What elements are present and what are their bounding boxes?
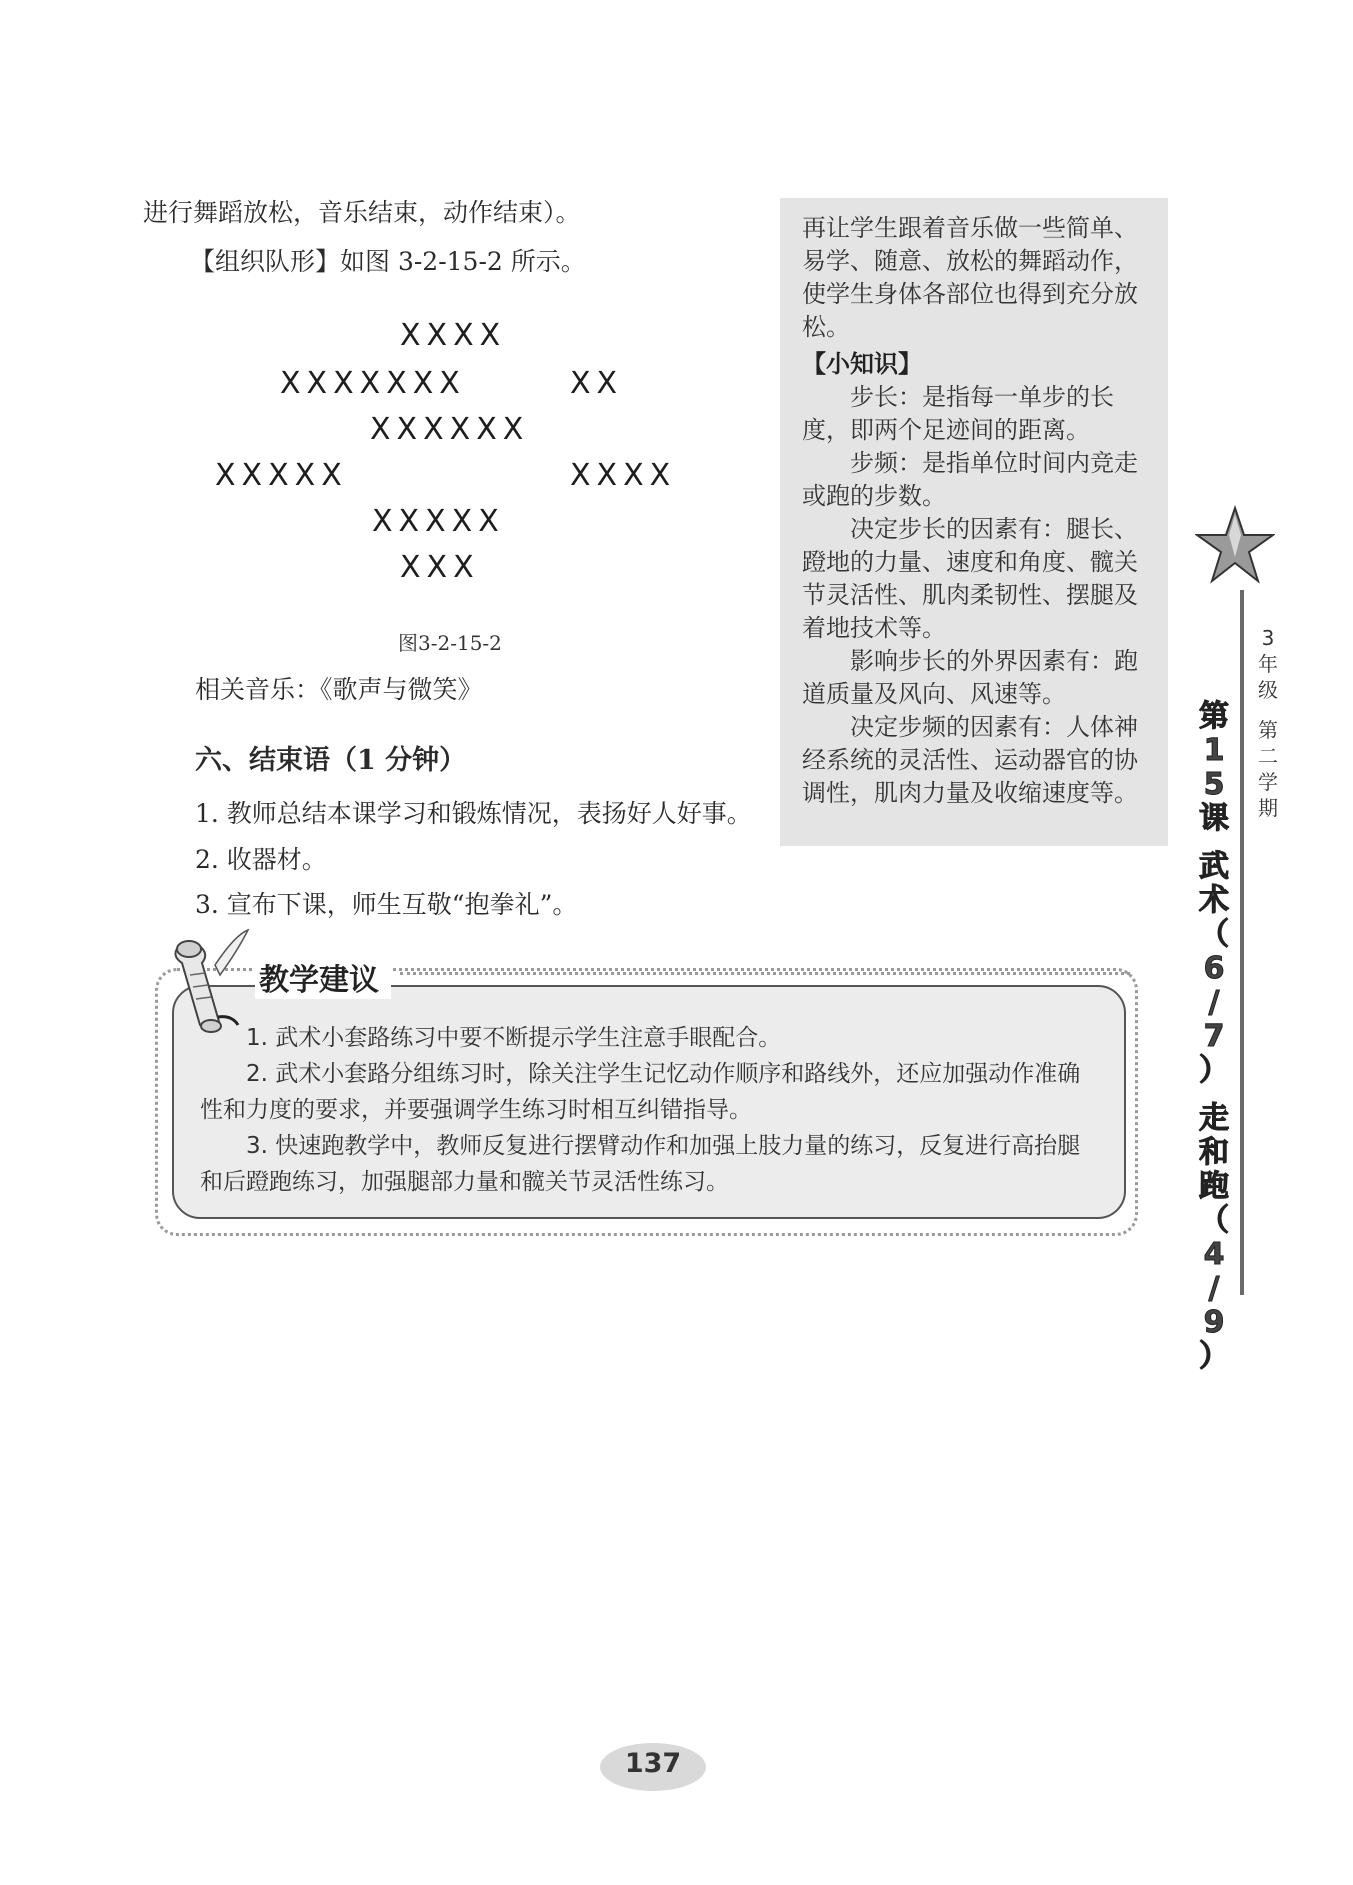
rail-character: 4 — [1203, 1237, 1225, 1272]
rail-character: 二 — [1258, 744, 1278, 768]
grade-term-vertical — [1248, 625, 1288, 821]
sidebar-heading: 【小知识】 — [802, 350, 922, 378]
formation-intro: 【组织队形】如图 3-2-15-2 所示。 — [190, 247, 586, 276]
figure-caption: 图3-2-15-2 — [398, 631, 502, 655]
rail-character: 武 — [1199, 849, 1229, 884]
rail-character: 6 — [1203, 951, 1225, 986]
formation-row: XXXXXXX — [280, 366, 466, 401]
rail-character: 术 — [1199, 883, 1229, 918]
closing-item: 3. 宣布下课，师生互敬“抱拳礼”。 — [195, 890, 578, 919]
related-music: 相关音乐：《歌声与微笑》 — [195, 675, 483, 704]
rail-character: ） — [1199, 1339, 1229, 1374]
rail-character: 跑 — [1199, 1169, 1229, 1204]
rail-character — [1192, 1088, 1236, 1102]
knowledge-sidebar — [780, 198, 1168, 846]
sidebar-intro: 再让学生跟着音乐做一些简单、易学、随意、放松的舞蹈动作，使学生身体各部位也得到充分放松。 — [802, 214, 1138, 341]
section-heading: 六、结束语（1 分钟） — [195, 745, 467, 776]
formation-row: XXXX — [570, 458, 677, 493]
lesson-title-vertical — [1192, 700, 1236, 1374]
rail-character: （ — [1199, 917, 1229, 952]
suggestion-item: 2. 武术小套路分组练习时，除关注学生记忆动作顺序和路线外，还应加强动作准确性和力度的要求，并要强调学生练习时相互纠错指导。 — [200, 1061, 1081, 1123]
formation-row: XXXXX — [372, 504, 505, 539]
rail-character: / — [1208, 1271, 1220, 1306]
rail-character: 走 — [1199, 1101, 1229, 1136]
page-number: 137 — [624, 1748, 682, 1779]
suggestions-title: 教学建议 — [255, 955, 391, 999]
rail-character: 和 — [1199, 1135, 1229, 1170]
lesson-title — [1192, 700, 1236, 1374]
rail-character: 1 — [1203, 733, 1225, 768]
formation-row: XXXXX — [215, 458, 348, 493]
rail-character: （ — [1199, 1203, 1229, 1238]
sidebar-paragraph: 步长：是指每一单步的长度，即两个足迹间的距离。 — [802, 383, 1114, 444]
suggestions-text — [200, 1020, 1100, 1200]
rail-character: / — [1208, 985, 1220, 1020]
suggestion-item: 1. 武术小套路练习中要不断提示学生注意手眼配合。 — [246, 1025, 782, 1051]
closing-item: 2. 收器材。 — [195, 845, 327, 874]
sidebar-paragraph: 步频：是指单位时间内竞走或跑的步数。 — [802, 449, 1138, 510]
rail-character: 期 — [1258, 796, 1278, 820]
rail-character: 3 — [1261, 626, 1275, 650]
rail-character — [1192, 836, 1236, 850]
sidebar-paragraph: 决定步长的因素有：腿长、蹬地的力量、速度和角度、髋关节灵活性、肌肉柔韧性、摆腿及着地技术等。 — [802, 515, 1138, 642]
rail-character: 7 — [1203, 1019, 1225, 1054]
closing-item: 1. 教师总结本课学习和锻炼情况，表扬好人好事。 — [195, 799, 752, 828]
rail-character — [1248, 703, 1288, 717]
rail-character: 年 — [1258, 652, 1278, 676]
rail-character: 第 — [1199, 699, 1229, 734]
continued-text: 进行舞蹈放松，音乐结束，动作结束）。 — [143, 198, 581, 227]
rail-character: 第 — [1258, 718, 1278, 742]
suggestion-item: 3. 快速跑教学中，教师反复进行摆臂动作和加强上肢力量的练习，反复进行高抬腿和后蹬跑练习，加强腿部力量和髋关节灵活性练习。 — [200, 1133, 1081, 1195]
rail-character: 5 — [1203, 767, 1225, 802]
scroll-quill-icon — [160, 925, 250, 1035]
rail-character: 9 — [1203, 1305, 1225, 1340]
star-icon — [1195, 505, 1275, 585]
rail-character: 学 — [1258, 770, 1278, 794]
rail-character: ） — [1199, 1053, 1229, 1088]
formation-row: XXXXXX — [370, 412, 530, 447]
grade-term-label — [1248, 625, 1288, 821]
formation-row: XX — [570, 366, 624, 401]
rail-line — [1240, 590, 1244, 1295]
rail-character: 课 — [1199, 801, 1229, 836]
formation-row: XXXX — [400, 318, 507, 353]
formation-row: XXX — [400, 550, 480, 585]
sidebar-paragraph: 决定步频的因素有：人体神经系统的灵活性、运动器官的协调性，肌肉力量及收缩速度等。 — [802, 713, 1138, 807]
rail-character: 级 — [1258, 678, 1278, 702]
title-dotted-rule — [400, 972, 1130, 975]
sidebar-paragraph: 影响步长的外界因素有：跑道质量及风向、风速等。 — [802, 647, 1138, 708]
